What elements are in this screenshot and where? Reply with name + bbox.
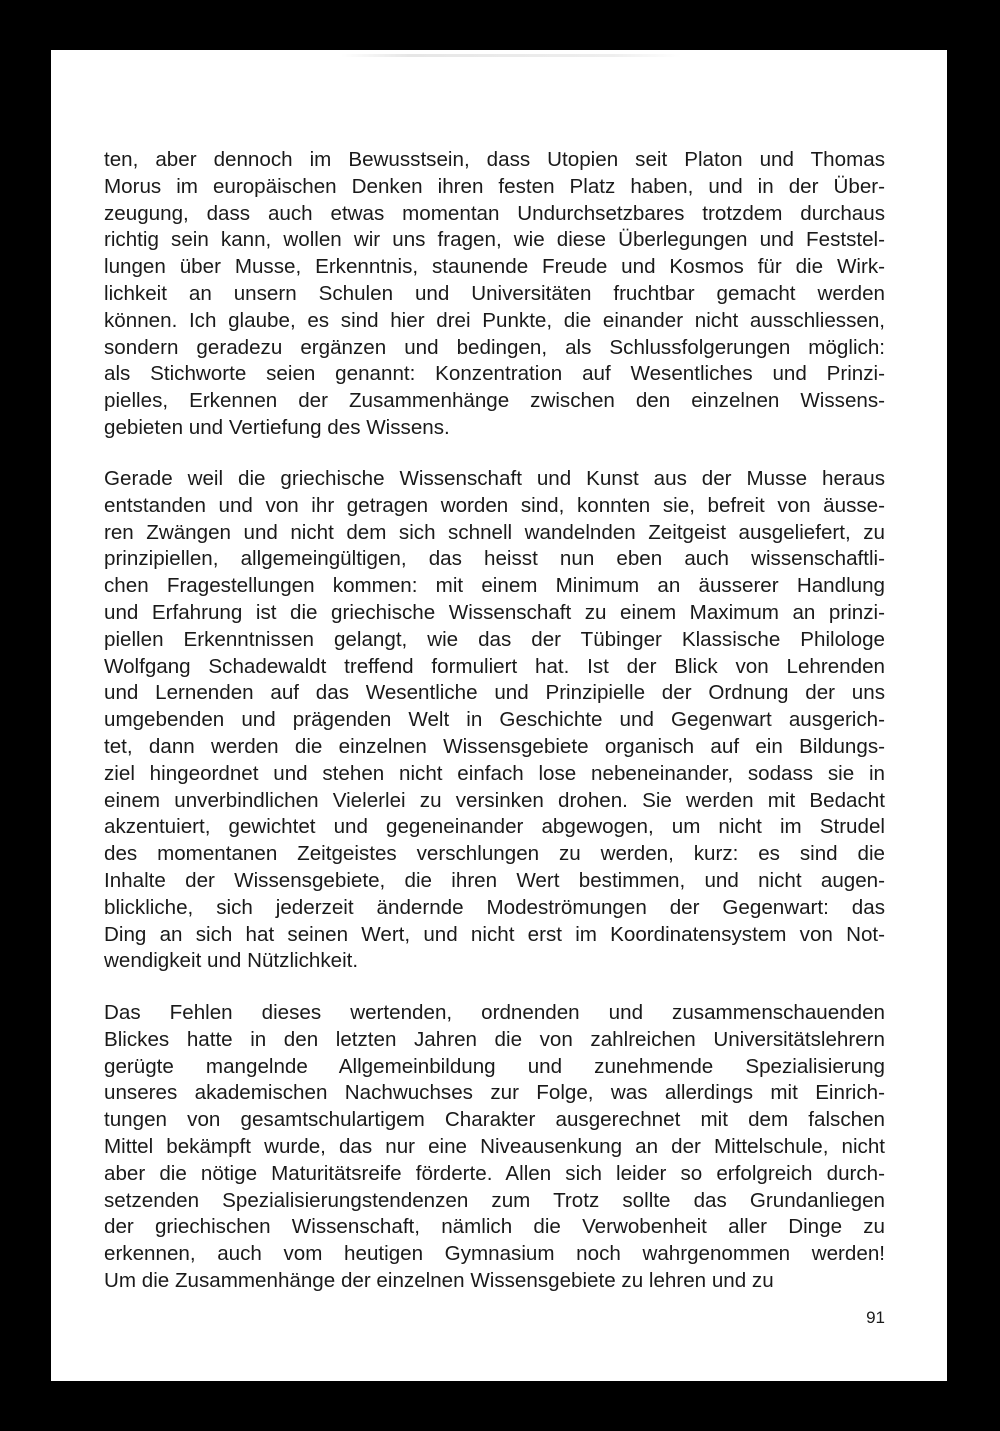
text-line: Wolfgang Schadewaldt treffend formuliert hat. Ist der Blick von Lehrenden [104,654,885,678]
text-line: richtig sein kann, wollen wir uns fragen, wie diese Überlegungen und Feststel- [104,228,885,252]
text-line: gerügte mangelnde Allgemeinbildung und zunehmende Spezialisierung [104,1054,885,1078]
text-line: Gerade weil die griechische Wissenschaft und Kunst aus der Musse heraus [104,467,885,490]
text-line: pielles, Erkennen der Zusammenhänge zwischen den einzelnen Wissens- [104,389,885,413]
text-line: setzenden Spezialisierungstendenzen zum Trotz sollte das Grundanliegen [104,1188,885,1212]
text-line: ten, aber dennoch im Bewusstsein, dass Utopien seit Platon und Thomas [104,148,885,171]
text-line: piellen Erkenntnissen gelangt, wie das der Tübinger Klassische Philologe [104,627,885,651]
text-line: Morus im europäischen Denken ihren festen Platz haben, und in der Über- [104,174,885,198]
text-line: lichkeit an unsern Schulen und Universitäten fruchtbar gemacht werden [104,281,885,305]
text-line: tet, dann werden die einzelnen Wissensgebiete organisch auf ein Bildungs- [104,734,885,758]
text-line: Um die Zusammenhänge der einzelnen Wissensgebiete zu lehren und zu [104,1268,774,1292]
text-line: Mittel bekämpft wurde, das nur eine Niveausenkung an der Mittelschule, nicht [104,1134,885,1158]
text-line: ren Zwängen und nicht dem sich schnell wandelnden Zeitgeist ausgeliefert, zu [104,520,885,544]
scan-artifact [341,54,681,57]
text-line: können. Ich glaube, es sind hier drei Punkte, die einander nicht ausschliessen, [104,308,885,332]
text-line: ziel hingeordnet und stehen nicht einfach lose nebeneinander, sodass sie in [104,761,885,785]
text-line: Blickes hatte in den letzten Jahren die von zahlreichen Universitätslehrern [104,1027,885,1051]
text-line: der griechischen Wissenschaft, nämlich die Verwobenheit aller Dinge zu [104,1215,885,1239]
text-line: Ding an sich hat seinen Wert, und nicht erst im Koordinatensystem von Not- [104,922,885,946]
text-line: gebieten und Vertiefung des Wissens. [104,415,450,439]
text-line: als Stichworte seien genannt: Konzentration auf Wesentliches und Prinzi- [104,362,885,386]
text-line: des momentanen Zeitgeistes verschlungen zu werden, kurz: es sind die [104,842,885,866]
text-line: lungen über Musse, Erkenntnis, staunende Freude und Kosmos für die Wirk- [104,255,885,279]
paragraph-3 [104,1000,885,1295]
text-line: einem unverbindlichen Vielerlei zu versinken drohen. Sie werden mit Bedacht [104,788,885,812]
text-line: blickliche, sich jederzeit ändernde Modeströmungen der Gegenwart: das [104,895,885,919]
text-line: wendigkeit und Nützlichkeit. [104,949,359,973]
paragraph-1 [104,147,885,442]
text-line: umgebenden und prägenden Welt in Geschichte und Gegenwart ausgerich- [104,708,885,732]
document-page [51,50,947,1381]
text-line: unseres akademischen Nachwuchses zur Folge, was allerdings mit Einrich- [104,1081,885,1105]
text-line: und Erfahrung ist die griechische Wissenschaft zu einem Maximum an prinzi- [104,600,885,624]
text-line: tungen von gesamtschulartigem Charakter ausgerechnet mit dem falschen [104,1108,885,1132]
paragraph-2 [104,466,885,975]
page-number: 91 [866,1308,885,1327]
text-line: aber die nötige Maturitätsreife förderte. Allen sich leider so erfolgreich durch- [104,1161,885,1185]
text-line: zeugung, dass auch etwas momentan Undurchsetzbares trotzdem durchaus [104,201,885,225]
text-line: Das Fehlen dieses wertenden, ordnenden und zusammenschauenden [104,1001,885,1024]
text-line: entstanden und von ihr getragen worden sind, konnten sie, befreit von äusse- [104,493,885,517]
text-line: sondern geradezu ergänzen und bedingen, als Schlussfolgerungen möglich: [104,335,885,359]
text-line: prinzipiellen, allgemeingültigen, das heisst nun eben auch wissenschaftli- [104,547,885,571]
text-line: Inhalte der Wissensgebiete, die ihren Wert bestimmen, und nicht augen- [104,868,885,892]
text-line: erkennen, auch vom heutigen Gymnasium noch wahrgenommen werden! [104,1242,885,1266]
text-line: akzentuiert, gewichtet und gegeneinander abgewogen, um nicht im Strudel [104,815,885,839]
text-line: chen Fragestellungen kommen: mit einem Minimum an äusserer Handlung [104,574,885,598]
text-line: und Lernenden auf das Wesentliche und Prinzipielle der Ordnung der uns [104,681,885,705]
